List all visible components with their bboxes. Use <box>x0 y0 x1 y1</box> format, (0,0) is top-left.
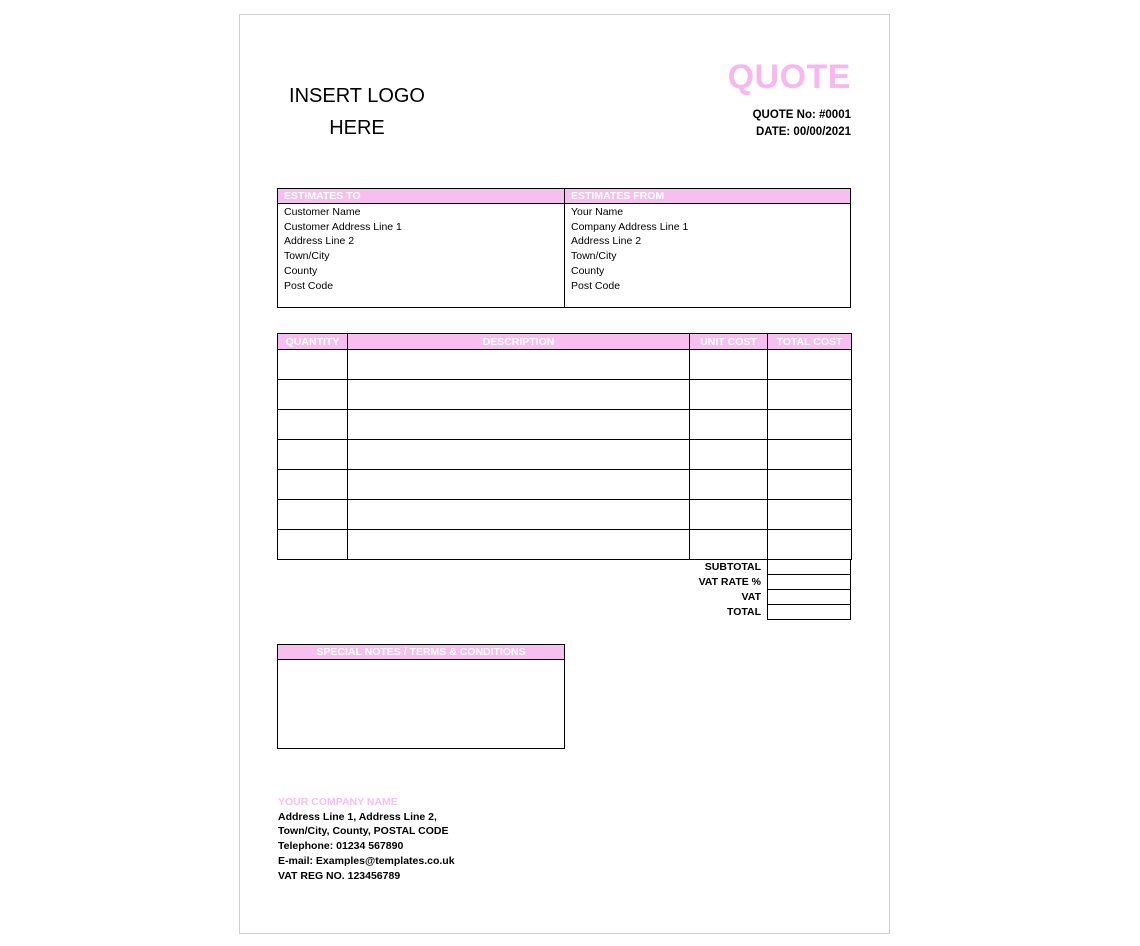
estimates-from-heading: ESTIMATES FROM <box>565 189 850 204</box>
description-cell[interactable] <box>348 470 690 500</box>
col-header-unit-cost: UNIT COST <box>690 334 768 350</box>
logo-line-1: INSERT LOGO <box>289 85 425 107</box>
description-cell[interactable] <box>348 350 690 380</box>
estimates-to-heading: ESTIMATES TO <box>278 189 564 204</box>
quantity-cell[interactable] <box>278 530 348 560</box>
footer-vat-reg: VAT REG NO. 123456789 <box>278 869 401 882</box>
total-cost-cell[interactable] <box>768 410 852 440</box>
company-footer <box>278 795 455 883</box>
sender-address-line-2[interactable]: Address Line 2 <box>571 235 642 248</box>
footer-address-2: Town/City, County, POSTAL CODE <box>278 825 449 838</box>
unit-cost-cell[interactable] <box>690 410 768 440</box>
total-cost-cell[interactable] <box>768 350 852 380</box>
notes-box[interactable] <box>277 644 565 749</box>
table-row <box>278 500 852 530</box>
unit-cost-cell[interactable] <box>690 350 768 380</box>
footer-company-name: YOUR COMPANY NAME <box>278 796 398 808</box>
unit-cost-cell[interactable] <box>690 380 768 410</box>
total-value[interactable] <box>768 605 851 620</box>
logo-line-2: HERE <box>329 117 385 139</box>
table-row <box>278 440 852 470</box>
col-header-quantity: QUANTITY <box>278 334 348 350</box>
unit-cost-cell[interactable] <box>690 500 768 530</box>
totals-table <box>640 559 851 620</box>
customer-county[interactable]: County <box>284 264 318 277</box>
unit-cost-cell[interactable] <box>690 530 768 560</box>
sender-post-code[interactable]: Post Code <box>571 279 621 292</box>
logo-placeholder <box>287 80 427 144</box>
col-header-description: DESCRIPTION <box>348 334 690 350</box>
address-section <box>277 188 851 308</box>
customer-name[interactable]: Customer Name <box>284 206 361 218</box>
total-cost-cell[interactable] <box>768 530 852 560</box>
customer-address-line-2[interactable]: Address Line 2 <box>284 235 355 248</box>
quote-date: DATE: 00/00/2021 <box>755 126 851 138</box>
footer-address-1: Address Line 1, Address Line 2, <box>278 810 437 823</box>
vat-rate-value[interactable] <box>768 575 851 590</box>
subtotal-value[interactable] <box>768 560 851 575</box>
description-cell[interactable] <box>348 530 690 560</box>
items-table <box>277 333 852 560</box>
quantity-cell[interactable] <box>278 380 348 410</box>
total-label: TOTAL <box>726 606 761 618</box>
table-row <box>278 350 852 380</box>
subtotal-label: SUBTOTAL <box>704 561 761 573</box>
table-row <box>278 380 852 410</box>
vat-value[interactable] <box>768 590 851 605</box>
quote-number: QUOTE No: #0001 <box>752 109 851 121</box>
estimates-from-box <box>565 189 850 307</box>
table-row <box>278 530 852 560</box>
vat-rate-label: VAT RATE % <box>698 576 761 588</box>
notes-heading: SPECIAL NOTES / TERMS & CONDITIONS <box>278 645 564 660</box>
sender-name[interactable]: Your Name <box>571 206 624 218</box>
unit-cost-cell[interactable] <box>690 440 768 470</box>
quantity-cell[interactable] <box>278 410 348 440</box>
estimates-to-box <box>278 189 565 307</box>
quantity-cell[interactable] <box>278 500 348 530</box>
sender-county[interactable]: County <box>571 264 605 277</box>
description-cell[interactable] <box>348 410 690 440</box>
footer-email: E-mail: Examples@templates.co.uk <box>278 854 455 867</box>
footer-telephone: Telephone: 01234 567890 <box>278 840 404 853</box>
quantity-cell[interactable] <box>278 350 348 380</box>
description-cell[interactable] <box>348 380 690 410</box>
customer-address-line-1[interactable]: Customer Address Line 1 <box>284 220 402 233</box>
table-row <box>278 410 852 440</box>
customer-town[interactable]: Town/City <box>284 250 330 263</box>
total-cost-cell[interactable] <box>768 380 852 410</box>
total-cost-cell[interactable] <box>768 500 852 530</box>
quantity-cell[interactable] <box>278 470 348 500</box>
total-cost-cell[interactable] <box>768 440 852 470</box>
sender-address-line-1[interactable]: Company Address Line 1 <box>571 220 689 233</box>
unit-cost-cell[interactable] <box>690 470 768 500</box>
customer-post-code[interactable]: Post Code <box>284 279 334 292</box>
sender-town[interactable]: Town/City <box>571 250 617 263</box>
col-header-total-cost: TOTAL COST <box>768 334 852 350</box>
quantity-cell[interactable] <box>278 440 348 470</box>
description-cell[interactable] <box>348 500 690 530</box>
total-cost-cell[interactable] <box>768 470 852 500</box>
vat-label: VAT <box>741 591 761 603</box>
description-cell[interactable] <box>348 440 690 470</box>
quote-meta <box>753 107 851 141</box>
table-row <box>278 470 852 500</box>
quote-title: QUOTE <box>727 58 851 96</box>
items-header-row <box>278 334 852 350</box>
